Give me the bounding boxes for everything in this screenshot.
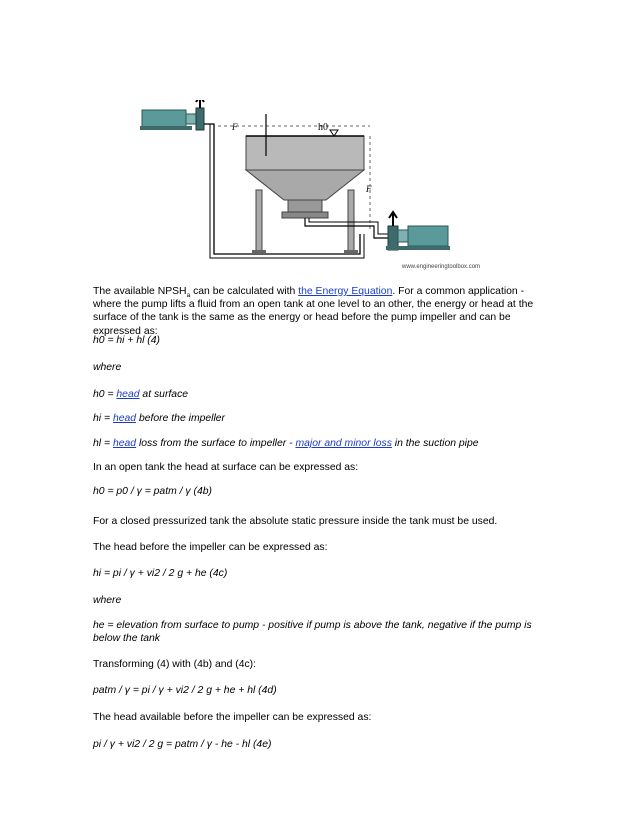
f-label-upper: F xyxy=(232,122,238,132)
water-level-icon xyxy=(330,130,338,136)
npsh-paragraph xyxy=(93,285,553,338)
upper-pump-icon xyxy=(140,100,204,130)
def-hl-pre: hl = xyxy=(93,438,113,449)
open-tank-text: In an open tank the head at surface can be expressed as: xyxy=(93,462,359,473)
def-he: he = elevation from surface to pump - positive if pump is above the tank, negative if the pump is below the tank xyxy=(93,620,532,645)
def-h0-post: at surface xyxy=(139,389,189,400)
def-hi xyxy=(93,412,553,425)
npsh-text-mid: can be calculated with xyxy=(190,286,299,297)
head-link-2[interactable]: head xyxy=(112,413,137,424)
where-label-2: where xyxy=(93,595,122,606)
head-before-text: The head before the impeller can be expressed as: xyxy=(93,542,328,553)
def-hl-post: in the suction pipe xyxy=(391,438,479,449)
closed-tank-text: For a closed pressurized tank the absolute static pressure inside the tank must be used. xyxy=(93,516,498,527)
def-hl xyxy=(93,437,553,450)
equation-4b: h0 = p0 / γ = patm / γ (4b) xyxy=(93,486,212,497)
major-minor-loss-link[interactable]: major and minor loss xyxy=(295,438,392,449)
equation-4c: hi = pi / γ + vi2 / 2 g + he (4c) xyxy=(93,568,228,579)
f-label-lower: F xyxy=(366,184,372,194)
lower-pump-icon xyxy=(386,212,450,250)
pump-tank-diagram xyxy=(138,100,502,276)
def-hl-mid: loss from the surface to impeller - xyxy=(136,438,296,449)
npsh-text-post: . For a common application - where the pump lifts a fluid from an open tank at one level to an other, the energy or head at the surface of the tank is the same as the energy or head before the pump impeller and can be expressed as: xyxy=(93,286,534,337)
head-available-text: The head available before the impeller can be expressed as: xyxy=(93,712,372,723)
head-link-1[interactable]: head xyxy=(116,389,140,400)
head-link-3[interactable]: head xyxy=(112,438,137,449)
equation-4e: pi / γ + vi2 / 2 g = patm / γ - he - hl (4e) xyxy=(93,739,272,750)
energy-equation-link[interactable]: the Energy Equation xyxy=(298,286,393,297)
equation-4d: patm / γ = pi / γ + vi2 / 2 g + he + hl (4d) xyxy=(93,685,277,696)
npsh-subscript: a xyxy=(186,292,191,300)
equation-4: h0 = hi + hl (4) xyxy=(93,335,161,346)
npsh-text: The available NPSH xyxy=(93,286,187,297)
h0-label: h0 xyxy=(318,122,328,133)
figure-credit: www.engineeringtoolbox.com xyxy=(402,264,481,270)
where-label-1: where xyxy=(93,362,122,373)
def-h0-pre: h0 = xyxy=(93,389,117,400)
def-hi-post: before the impeller xyxy=(136,413,226,424)
tank-icon xyxy=(246,136,364,253)
transforming-text: Transforming (4) with (4b) and (4c): xyxy=(93,659,257,670)
def-hi-pre: hi = xyxy=(93,413,113,424)
def-h0 xyxy=(93,388,553,401)
